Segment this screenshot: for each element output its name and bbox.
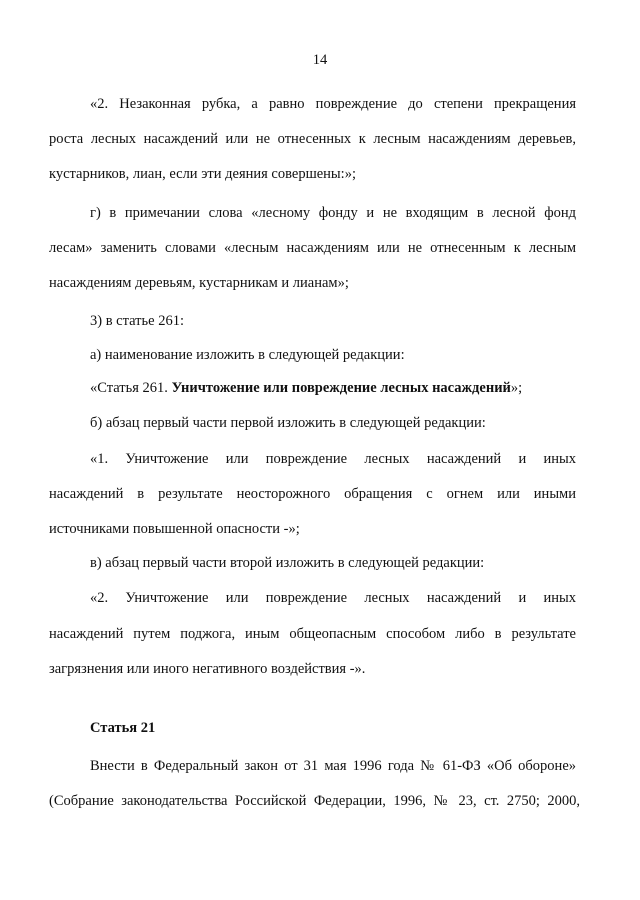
text-line: насаждений в результате неосторожного обращения с огнем или иными <box>49 486 576 502</box>
text-line: источниками повышенной опасности -»; <box>49 521 300 537</box>
article-title-prefix: «Статья 261. <box>90 380 172 396</box>
article-heading: Статья 21 <box>90 720 156 736</box>
text-line: «2. Незаконная рубка, а равно повреждение до степени прекращения <box>90 96 576 112</box>
text-line: 3) в статье 261: <box>90 313 184 329</box>
article-title-bold: Уничтожение или повреждение лесных насаждений <box>171 380 511 396</box>
text-line: Внести в Федеральный закон от 31 мая 1996 года № 61-ФЗ «Об обороне» <box>90 758 576 774</box>
article-title-line <box>90 378 522 398</box>
text-line: кустарников, лиан, если эти деяния совершены:»; <box>49 166 356 182</box>
page-number: 14 <box>312 52 328 68</box>
text-line: б) абзац первый части первой изложить в следующей редакции: <box>90 415 486 431</box>
text-line: загрязнения или иного негативного воздействия -». <box>49 661 366 677</box>
text-line: насаждений путем поджога, иным общеопасным способом либо в результате <box>49 626 576 642</box>
text-line: роста лесных насаждений или не отнесенных к лесным насаждениям деревьев, <box>49 131 576 147</box>
text-line: насаждениям деревьям, кустарникам и лианам»; <box>49 275 349 291</box>
text-line: а) наименование изложить в следующей редакции: <box>90 347 405 363</box>
text-line: (Собрание законодательства Российской Федерации, 1996, № 23, ст. 2750; 2000, <box>49 793 580 809</box>
text-line: г) в примечании слова «лесному фонду и не входящим в лесной фонд <box>90 205 576 221</box>
article-title-suffix: »; <box>510 380 523 396</box>
text-line: «1. Уничтожение или повреждение лесных насаждений и иных <box>90 451 576 467</box>
text-line: «2. Уничтожение или повреждение лесных насаждений и иных <box>90 590 576 606</box>
text-line: лесам» заменить словами «лесным насаждениям или не отнесенным к лесным <box>49 240 576 256</box>
text-line: в) абзац первый части второй изложить в следующей редакции: <box>90 555 485 571</box>
